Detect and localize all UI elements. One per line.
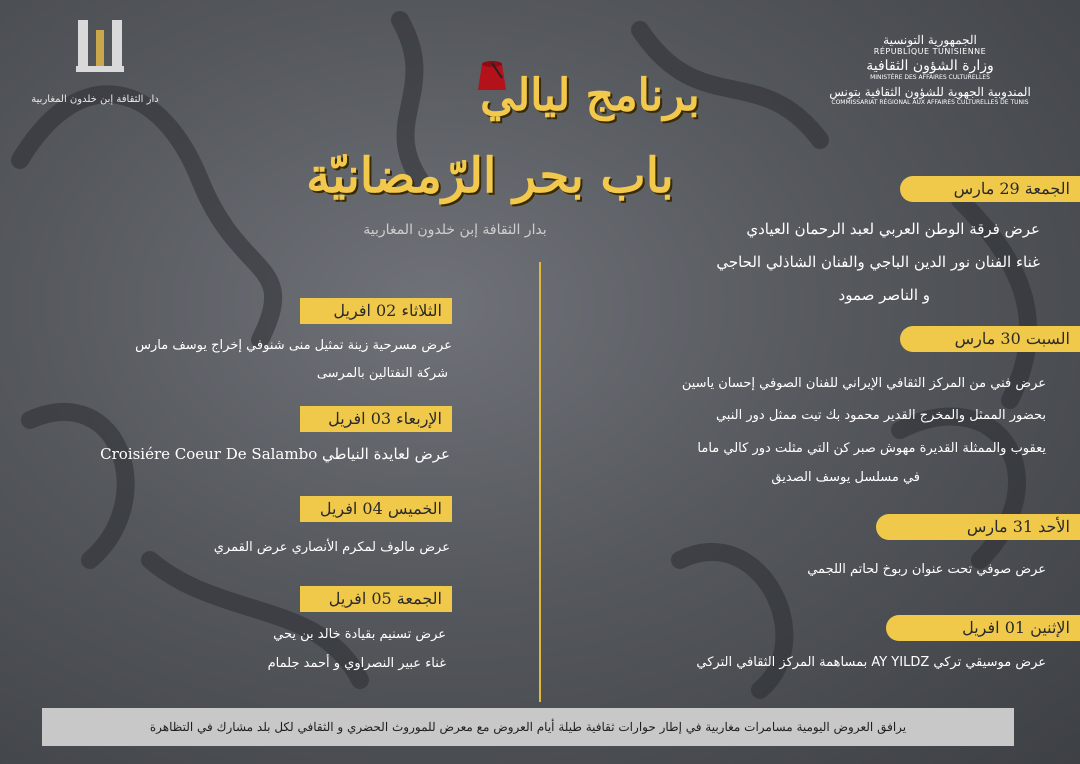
commissariat-fr: COMMISSARIAT RÉGIONAL AUX AFFAIRES CULTURELLES DE TUNIS [831,99,1029,106]
event-line: عرض موسيقي تركي AY YILDZ بمساهمة المركز الثقافي التركي [696,655,1046,670]
commissariat-ar: المندوبية الجهوية للشؤون الثقافية بتونس [829,85,1031,99]
event-line: و الناصر صمود [838,286,930,304]
ministry-ar: وزارة الشؤون الثقافية [866,58,994,74]
event-line: عرض مسرحية زينة تمثيل منى شنوفي إخراج يوسف مارس [135,338,452,353]
event-line: عرض صوفي تحت عنوان ربوخ لحاتم اللجمي [807,562,1046,577]
event-line: عرض مالوف لمكرم الأنصاري عرض القمري [213,540,450,555]
dar-ibn-khaldoun-logo [30,10,160,110]
event-line: غناء عبير النصراوي و أحمد جلمام [267,656,446,671]
date-banner-apr03: الإربعاء 03 افريل [300,406,452,432]
program-title-line2: باب بحر الرّمضانيّة [306,148,674,204]
event-line: عرض تسنيم بقيادة خالد بن يحي [273,627,446,642]
republic-ar: الجمهورية التونسية [883,33,977,47]
event-line: بحضور الممثل والمخرج القدير محمود بك تيت ممثل دور النبي [715,408,1046,423]
dar-logo-icon [70,10,130,80]
date-banner-apr02: الثلاثاء 02 افريل [300,298,452,324]
ministry-logo [800,14,1060,124]
ministry-fr: MINISTÈRE DES AFFAIRES CULTURELLES [870,74,990,81]
footer-note: يرافق العروض اليومية مسامرات مغاربية في إطار حوارات ثقافية طيلة أيام العروض مع معرض للموروث الحضري و الثقافي لكل بلد مشارك في التظاهرة [42,708,1014,746]
event-line: غناء الفنان نور الدين الباجي والفنان الشاذلي الحاجي [716,253,1040,271]
column-divider [539,262,541,702]
left-logo-caption: دار الثقافة إبن خلدون المغاربية [31,94,159,105]
event-line: عرض فرقة الوطن العربي لعبد الرحمان العيادي [746,220,1040,238]
event-line: شركة النفتالين بالمرسى [316,366,448,381]
date-banner-apr01: الإثنين 01 افريل [886,615,1080,641]
event-line: عرض لعايدة النياطي Croisiére Coeur De Salambo [100,445,450,463]
program-subtitle: بدار الثقافة إبن خلدون المغاربية [363,222,547,238]
event-line: في مسلسل يوسف الصديق [771,470,920,485]
date-banner-apr04: الخميس 04 افريل [300,496,452,522]
event-line: عرض فني من المركز الثقافي الإيراني للفنان الصوفي إحسان ياسين [681,376,1046,391]
event-line: يعقوب والممثلة القديرة مهوش صبر كن التي مثلت دور كالي ماما [697,441,1046,456]
date-banner-mar30: السبت 30 مارس [900,326,1080,352]
date-banner-mar31: الأحد 31 مارس [876,514,1080,540]
date-banner-mar29: الجمعة 29 مارس [900,176,1080,202]
republic-fr: RÉPUBLIQUE TUNISIENNE [873,47,987,56]
date-banner-apr05: الجمعة 05 افريل [300,586,452,612]
program-title-line1: برنامج ليالي [480,70,700,121]
